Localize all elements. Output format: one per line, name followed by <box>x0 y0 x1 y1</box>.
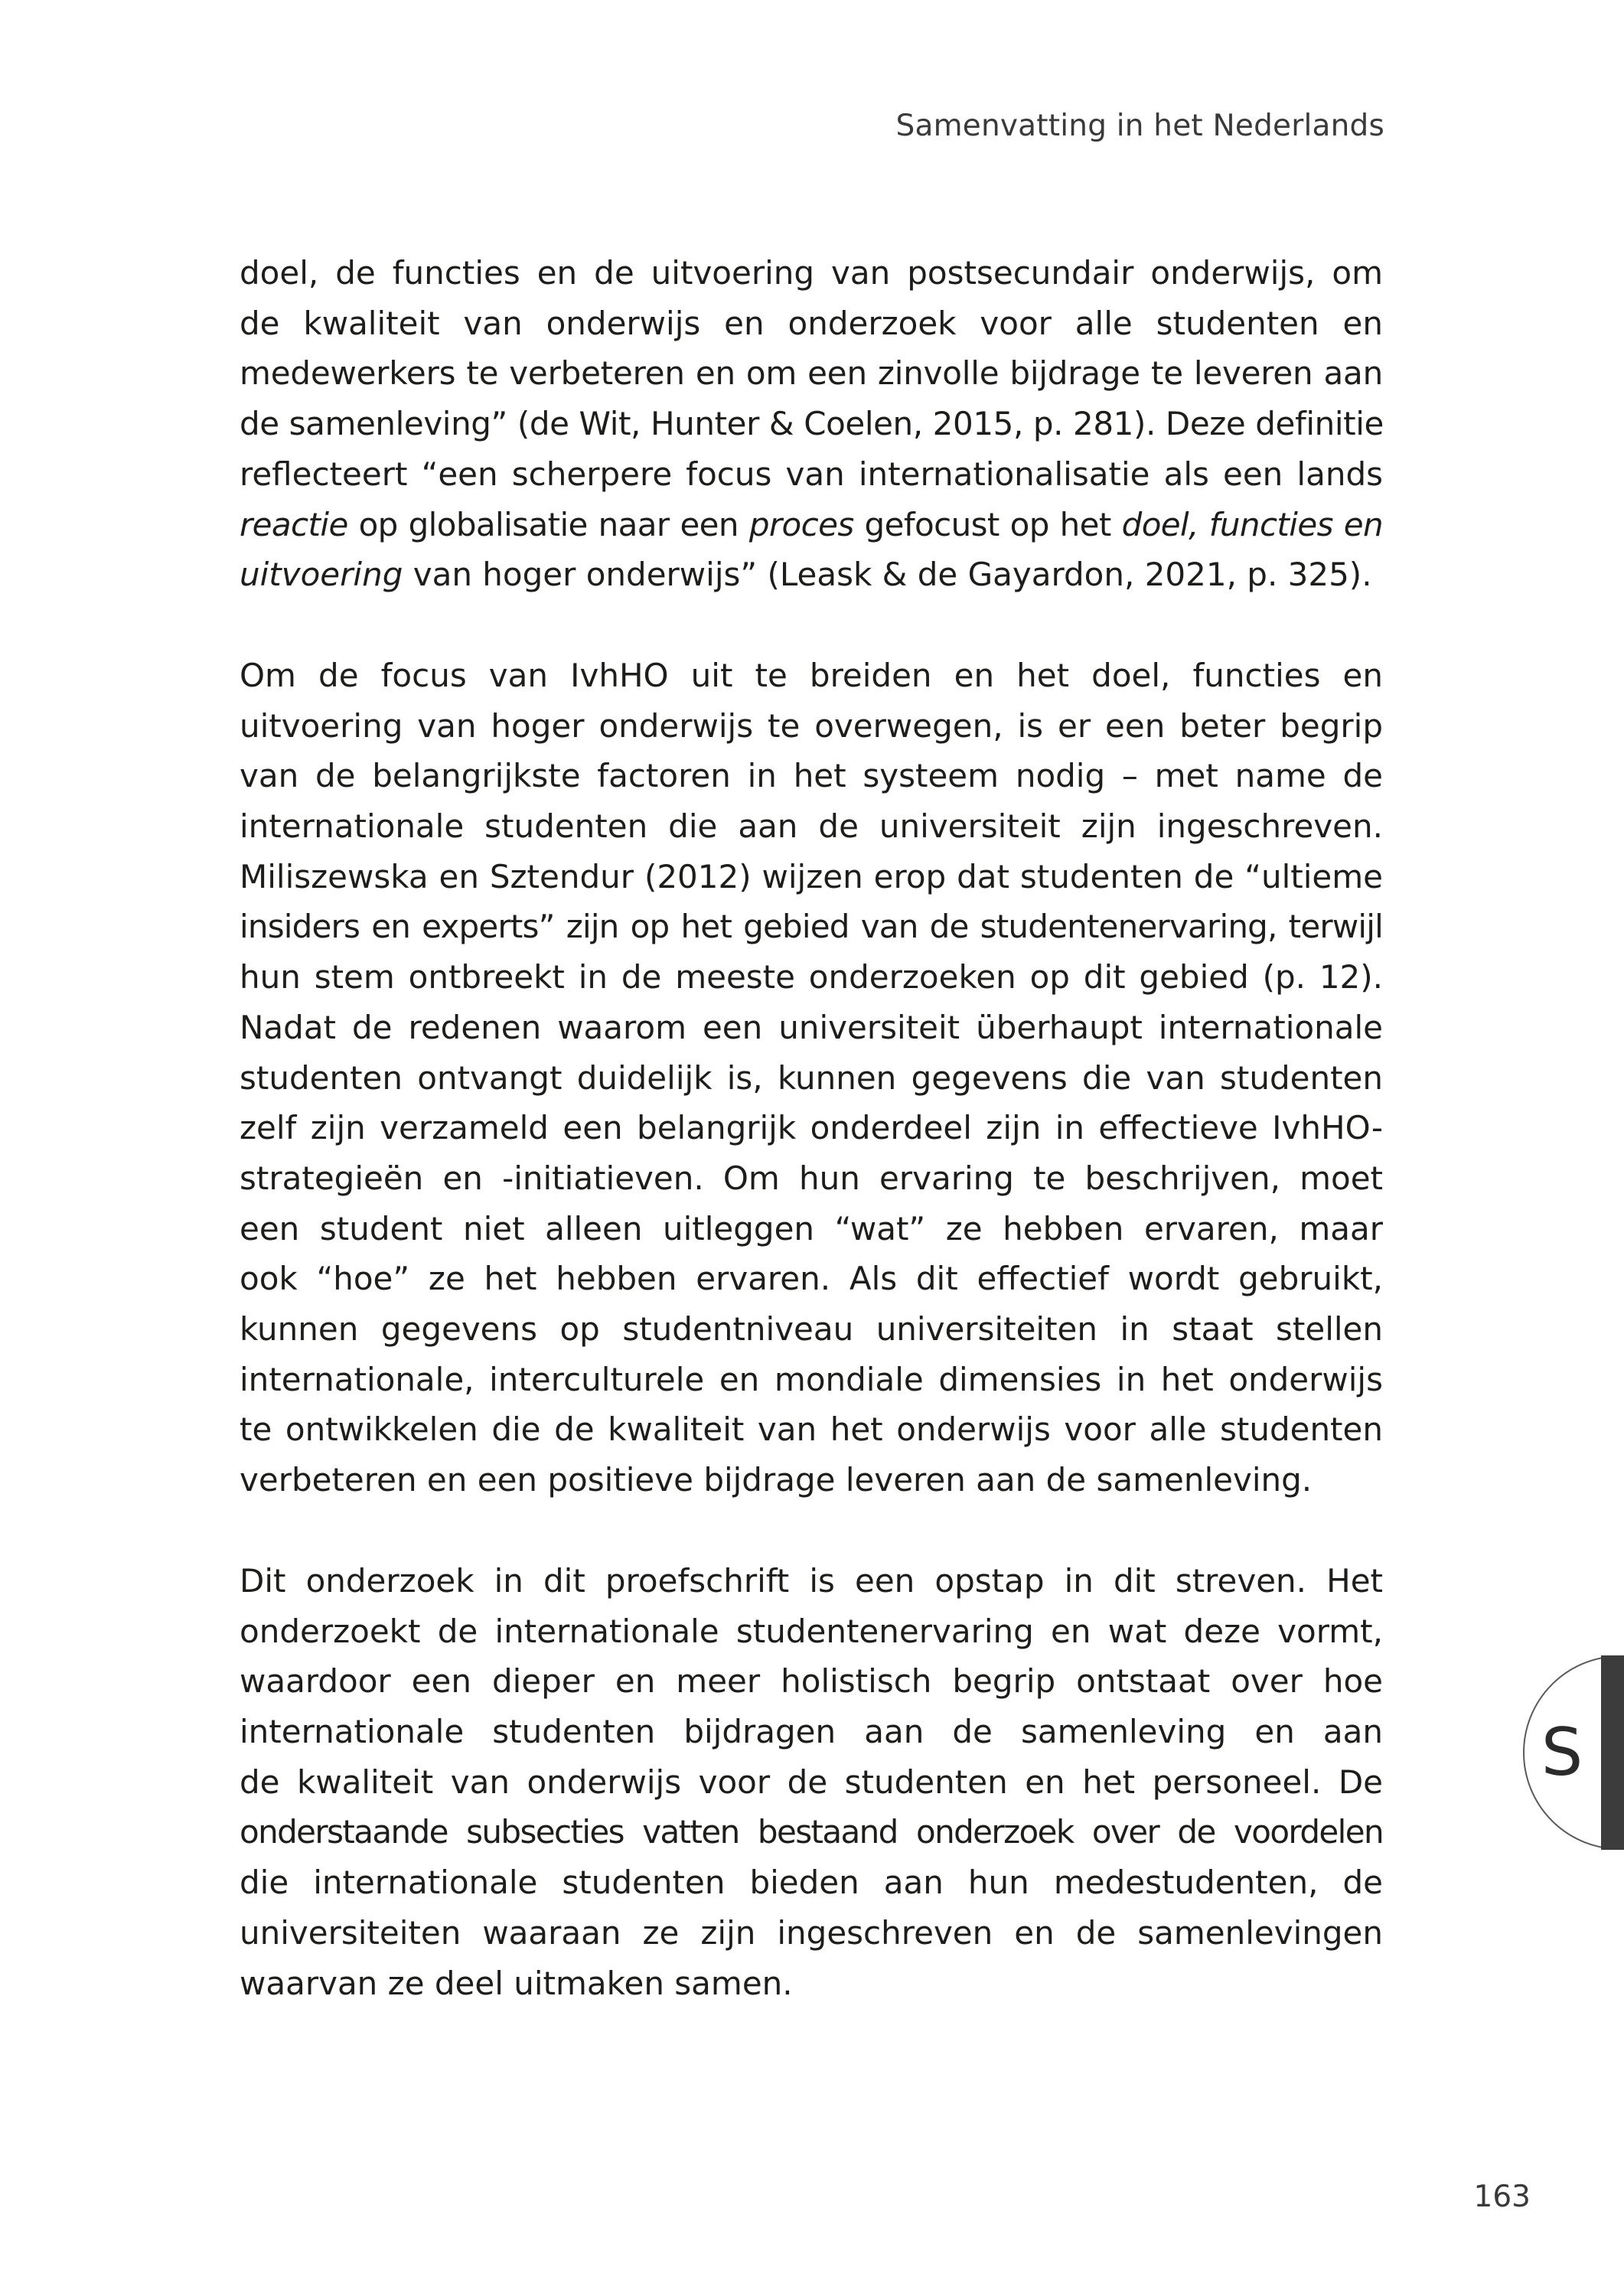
text-line <box>240 500 1383 550</box>
text-line: die internationale studenten bieden aan hun medestudenten, de <box>240 1864 1383 1902</box>
section-tab-bar <box>1601 1655 1624 1850</box>
paragraph-3 <box>240 1556 1383 2008</box>
text-line: internationale studenten bijdragen aan de samenleving en aan <box>240 1712 1383 1750</box>
text-line: onderzoekt de internationale studentenervaring en wat deze vormt, <box>240 1612 1383 1650</box>
text-line: medewerkers te verbeteren en om een zinvolle bijdrage te leveren aan <box>240 354 1383 393</box>
text-line: Om de focus van IvhHO uit te breiden en het doel, functies en <box>240 656 1383 694</box>
text-line: studenten ontvangt duidelijk is, kunnen gegevens die van studenten <box>240 1058 1383 1097</box>
text-line: verbeteren en een positieve bijdrage leveren aan de samenleving. <box>240 1461 1313 1499</box>
text-line: kunnen gegevens op studentniveau universiteiten in staat stellen <box>240 1310 1383 1349</box>
text-line: de kwaliteit van onderwijs voor de studenten en het personeel. De <box>240 1763 1383 1801</box>
text-line: zelf zijn verzameld een belangrijk onderdeel zijn in effectieve IvhHO- <box>240 1109 1383 1147</box>
text-run: van hoger onderwijs” (Leask & de Gayardon, 2021, p. 325). <box>403 556 1372 594</box>
text-line: Nadat de redenen waarom een universiteit überhaupt internationale <box>240 1008 1383 1046</box>
page-number: 163 <box>1473 2180 1531 2214</box>
text-line: doel, de functies en de uitvoering van postsecundair onderwijs, om <box>240 254 1383 292</box>
text-line: waardoor een dieper en meer holistisch begrip ontstaat over hoe <box>240 1662 1383 1701</box>
text-line: waarvan ze deel uitmaken samen. <box>240 1964 793 2002</box>
section-tab-letter: S <box>1541 1714 1583 1791</box>
text-line: strategieën en -initiatieven. Om hun ervaring te beschrijven, moet <box>240 1159 1383 1197</box>
text-line: uitvoering van hoger onderwijs te overwegen, is er een beter begrip <box>240 706 1383 745</box>
paragraph-gap <box>240 1505 1383 1556</box>
text-line: hun stem ontbreekt in de meeste onderzoeken op dit gebied (p. 12). <box>240 958 1383 996</box>
text-line: internationale studenten die aan de universiteit zijn ingeschreven. <box>240 807 1383 846</box>
italic-term: reactie <box>240 505 348 543</box>
text-line: universiteiten waaraan ze zijn ingeschreven en de samenlevingen <box>240 1913 1383 1952</box>
paragraph-1 <box>240 248 1383 600</box>
section-thumb-tab <box>1523 1655 1624 1850</box>
text-line: reflecteert “een scherpere focus van internationalisatie als een lands <box>240 455 1383 493</box>
text-line: van de belangrijkste factoren in het systeem nodig – met name de <box>240 757 1383 795</box>
italic-term: proces <box>748 505 854 543</box>
text-line: te ontwikkelen die de kwaliteit van het onderwijs voor alle studenten <box>240 1411 1383 1449</box>
text-line: de samenleving” (de Wit, Hunter & Coelen, 2015, p. 281). Deze definitie <box>240 405 1384 443</box>
italic-term: uitvoering <box>240 556 403 594</box>
text-line: ook “hoe” ze het hebben ervaren. Als dit effectief wordt gebruikt, <box>240 1260 1383 1298</box>
text-line: Dit onderzoek in dit proefschrift is een opstap in dit streven. Het <box>240 1561 1383 1600</box>
text-line: een student niet alleen uitleggen “wat” ze hebben ervaren, maar <box>240 1209 1383 1247</box>
paragraph-gap <box>240 600 1383 651</box>
paragraph-2 <box>240 651 1383 1505</box>
italic-term: doel, functies en <box>1121 505 1384 543</box>
text-line: insiders en experts” zijn op het gebied van de studentenervaring, terwijl <box>240 908 1383 946</box>
text-line <box>240 550 1383 600</box>
text-line: onderstaande subsecties vatten bestaand onderzoek over de voordelen <box>240 1813 1383 1851</box>
text-run: gefocust op het <box>853 505 1122 543</box>
text-line: Miliszewska en Sztendur (2012) wijzen erop dat studenten de “ultieme <box>240 857 1383 895</box>
text-run: op globalisatie naar een <box>347 505 749 543</box>
text-line: de kwaliteit van onderwijs en onderzoek voor alle studenten en <box>240 304 1383 342</box>
text-line: internationale, interculturele en mondiale dimensies in het onderwijs <box>240 1360 1383 1398</box>
body-text <box>240 248 1383 2008</box>
running-header: Samenvatting in het Nederlands <box>895 109 1384 143</box>
